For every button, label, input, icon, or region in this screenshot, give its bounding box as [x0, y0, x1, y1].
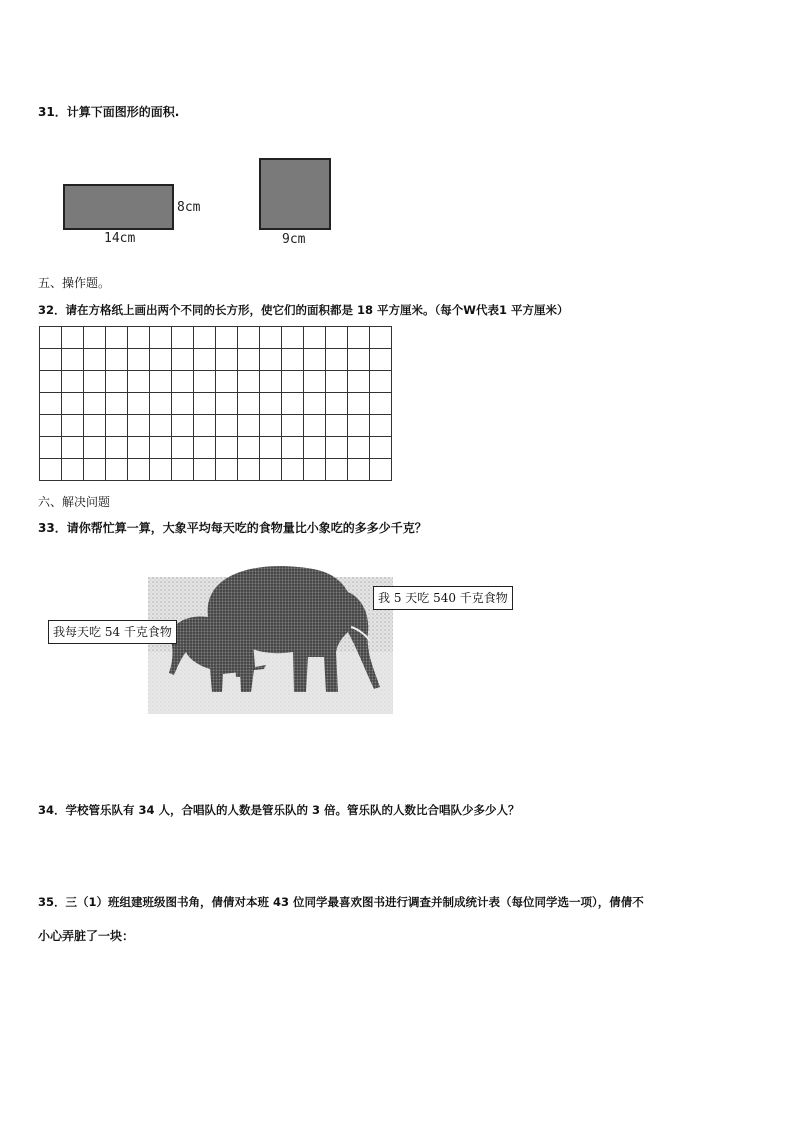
grid-cell — [84, 459, 106, 481]
section-5-title: 五、操作题。 — [38, 276, 111, 290]
grid-cell — [194, 415, 216, 437]
grid-cell — [62, 437, 84, 459]
grid-cell — [150, 349, 172, 371]
grid-cell — [348, 371, 370, 393]
grid-cell — [194, 393, 216, 415]
grid-cell — [260, 459, 282, 481]
grid-cell — [348, 349, 370, 371]
grid-cell — [304, 349, 326, 371]
grid-cell — [282, 371, 304, 393]
grid-cell — [370, 371, 392, 393]
grid-cell — [326, 415, 348, 437]
elephants-photo — [148, 557, 393, 714]
grid-cell — [194, 371, 216, 393]
grid-cell — [282, 459, 304, 481]
grid-cell — [172, 327, 194, 349]
grid-cell — [326, 459, 348, 481]
grid-cell — [84, 393, 106, 415]
grid-cell — [172, 415, 194, 437]
rectangle-width-label: 14cm — [104, 231, 136, 246]
grid-cell — [128, 393, 150, 415]
grid-cell — [172, 459, 194, 481]
grid-cell — [260, 437, 282, 459]
grid-cell — [194, 437, 216, 459]
grid-cell — [40, 327, 62, 349]
grid-cell — [348, 327, 370, 349]
grid-cell — [62, 459, 84, 481]
grid-cell — [216, 437, 238, 459]
grid-cell — [172, 371, 194, 393]
grid-cell — [216, 459, 238, 481]
grid-cell — [172, 437, 194, 459]
grid-cell — [128, 415, 150, 437]
grid-row — [40, 459, 392, 481]
grid-cell — [282, 327, 304, 349]
grid-cell — [370, 393, 392, 415]
grid-cell — [106, 371, 128, 393]
grid-cell — [238, 327, 260, 349]
grid-cell — [194, 459, 216, 481]
grid-cell — [62, 371, 84, 393]
grid-cell — [238, 415, 260, 437]
grid-cell — [172, 349, 194, 371]
grid-cell — [62, 349, 84, 371]
question-35-line-1: 35．三（1）班组建班级图书角，倩倩对本班 43 位同学最喜欢图书进行调查并制成统计表（每位同学选一项），倩倩不 — [38, 895, 644, 909]
grid-cell — [40, 349, 62, 371]
grid-cell — [106, 327, 128, 349]
grid-cell — [370, 349, 392, 371]
grid-cell — [106, 393, 128, 415]
grid-cell — [216, 393, 238, 415]
grid-cell — [348, 393, 370, 415]
question-34-text: 34．学校管乐队有 34 人，合唱队的人数是管乐队的 3 倍。管乐队的人数比合唱队少多少人？ — [38, 803, 520, 817]
grid-row — [40, 349, 392, 371]
grid-cell — [282, 393, 304, 415]
small-elephant-speech-bubble: 我每天吃 54 千克食物 — [48, 620, 177, 644]
grid-cell — [216, 327, 238, 349]
grid-cell — [260, 393, 282, 415]
grid-cell — [128, 459, 150, 481]
question-31-text: 31．计算下面图形的面积. — [38, 105, 180, 119]
grid-cell — [106, 437, 128, 459]
grid-cell — [348, 415, 370, 437]
grid-cell — [326, 349, 348, 371]
grid-cell — [40, 459, 62, 481]
grid-cell — [40, 393, 62, 415]
grid-cell — [216, 371, 238, 393]
grid-cell — [172, 393, 194, 415]
grid-cell — [370, 327, 392, 349]
grid-cell — [128, 437, 150, 459]
grid-cell — [260, 327, 282, 349]
grid-cell — [194, 349, 216, 371]
grid-cell — [150, 415, 172, 437]
grid-cell — [370, 437, 392, 459]
question-33-text: 33．请你帮忙算一算，大象平均每天吃的食物量比小象吃的多多少千克？ — [38, 521, 427, 535]
rectangle-figure — [63, 184, 174, 230]
elephants-illustration — [148, 557, 393, 714]
grid-cell — [216, 415, 238, 437]
grid-cell — [216, 349, 238, 371]
grid-row — [40, 393, 392, 415]
grid-cell — [238, 459, 260, 481]
grid-cell — [348, 437, 370, 459]
grid-cell — [304, 459, 326, 481]
grid-cell — [84, 349, 106, 371]
grid-cell — [260, 371, 282, 393]
grid-cell — [304, 371, 326, 393]
grid-cell — [282, 415, 304, 437]
rectangle-height-label: 8cm — [177, 200, 201, 215]
grid-cell — [106, 415, 128, 437]
grid-cell — [326, 327, 348, 349]
grid-row — [40, 371, 392, 393]
grid-cell — [238, 371, 260, 393]
square-side-label: 9cm — [282, 232, 306, 247]
grid-cell — [40, 437, 62, 459]
grid-row — [40, 415, 392, 437]
grid-cell — [282, 349, 304, 371]
grid-cell — [304, 393, 326, 415]
square-grid-paper — [39, 326, 392, 481]
question-32-text: 32．请在方格纸上画出两个不同的长方形，使它们的面积都是 18 平方厘米。（每个W代表1 平方厘米） — [38, 303, 569, 317]
grid-cell — [150, 327, 172, 349]
grid-cell — [62, 327, 84, 349]
grid-cell — [84, 415, 106, 437]
grid-cell — [40, 415, 62, 437]
grid-cell — [106, 349, 128, 371]
grid-cell — [348, 459, 370, 481]
grid-cell — [106, 459, 128, 481]
grid-cell — [238, 437, 260, 459]
grid-cell — [84, 437, 106, 459]
grid-cell — [128, 327, 150, 349]
question-35-line-2: 小心弄脏了一块： — [38, 929, 135, 943]
grid-cell — [128, 349, 150, 371]
grid-cell — [40, 371, 62, 393]
grid-cell — [282, 437, 304, 459]
grid-cell — [260, 415, 282, 437]
grid-cell — [370, 415, 392, 437]
grid-cell — [62, 393, 84, 415]
grid-cell — [150, 371, 172, 393]
grid-cell — [128, 371, 150, 393]
grid-cell — [326, 393, 348, 415]
section-6-title: 六、解决问题 — [38, 495, 111, 509]
grid-cell — [370, 459, 392, 481]
grid-cell — [150, 393, 172, 415]
grid-cell — [326, 371, 348, 393]
grid-cell — [150, 459, 172, 481]
square-figure — [259, 158, 331, 230]
grid-row — [40, 437, 392, 459]
grid-cell — [304, 327, 326, 349]
grid-cell — [238, 349, 260, 371]
grid-row — [40, 327, 392, 349]
grid-cell — [150, 437, 172, 459]
grid-cell — [84, 327, 106, 349]
grid-cell — [304, 437, 326, 459]
grid-cell — [194, 327, 216, 349]
grid-cell — [62, 415, 84, 437]
grid-cell — [326, 437, 348, 459]
grid-cell — [238, 393, 260, 415]
grid-cell — [304, 415, 326, 437]
grid-cell — [260, 349, 282, 371]
big-elephant-speech-bubble: 我 5 天吃 540 千克食物 — [373, 586, 513, 610]
grid-cell — [84, 371, 106, 393]
